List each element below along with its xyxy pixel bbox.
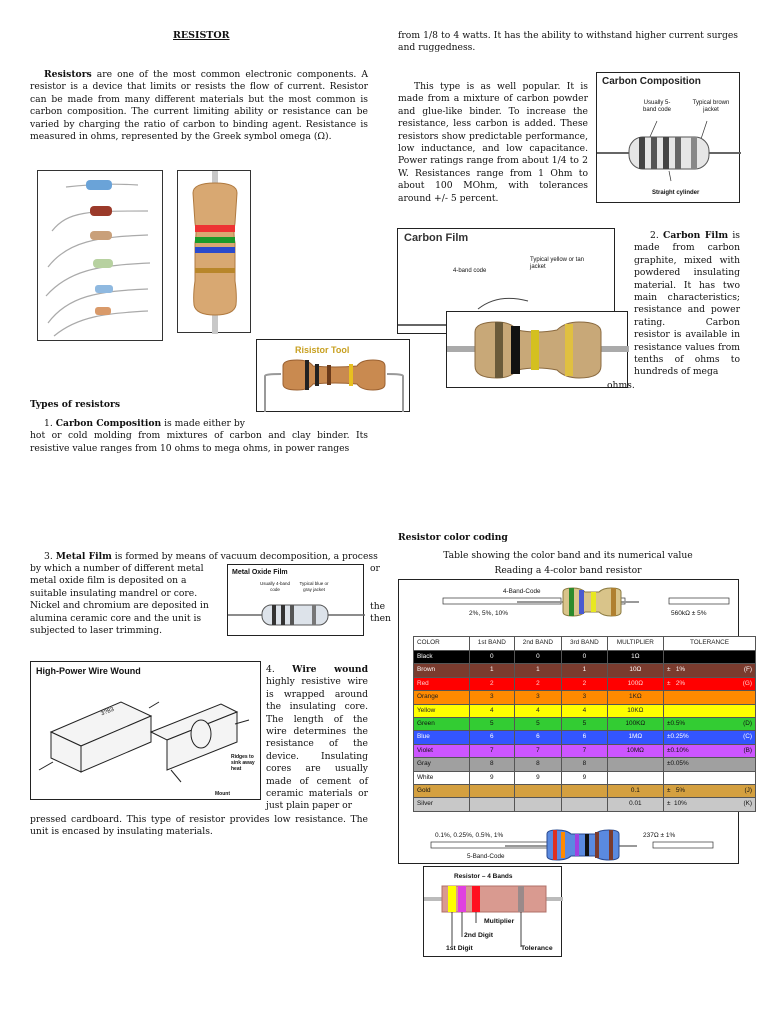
table-cell: 1KΩ: [607, 691, 663, 704]
table-cell: [470, 798, 515, 811]
table-cell: 0: [470, 651, 515, 664]
tolerance-code: (J): [744, 787, 752, 795]
table-cell: 4: [562, 704, 608, 717]
table-cell: [562, 785, 608, 798]
table-cell: 1Ω: [607, 651, 663, 664]
figure-label-left: Usually 5-band code: [642, 100, 672, 113]
table-cell: Green: [414, 718, 470, 731]
table-cell: 3: [470, 691, 515, 704]
table-row: [414, 664, 756, 677]
table-row: [414, 744, 756, 757]
tolerance-code: (B): [743, 746, 752, 754]
column-header: 2nd BAND: [514, 637, 561, 651]
table-subtitle-2: Reading a 4-color band resistor: [494, 565, 642, 576]
carbon-film-text: is made from carbon graphite, mixed with powdered insulating material. It has two main characteristics; resistance and power rating. Carbon resistor is available in resistance values from tenths of ohms to hundreds of mega: [634, 230, 741, 378]
tolerance-code: (G): [742, 679, 752, 687]
table-cell: 7: [562, 744, 608, 757]
metal-film-right-word-3: then: [370, 613, 391, 624]
table-cell: 100Ω: [607, 677, 663, 690]
table-cell: 3: [514, 691, 561, 704]
table-cell: [664, 744, 756, 757]
carbon-comp-text2: hot or cold molding from mixtures of carbon and clay binder. Its resistive value ranges from 10 ohms to mega ohms, in power ranges: [30, 430, 368, 454]
text-line: metal oxide film is deposited on a: [30, 575, 187, 587]
column-header: 1st BAND: [470, 637, 515, 651]
table-cell: 0: [514, 651, 561, 664]
right-col-top-text: from 1/8 to 4 watts. It has the ability to withstand higher current surges and ruggedness.: [398, 30, 738, 54]
table-cell: 0.1: [607, 785, 663, 798]
column-header: 3rd BAND: [562, 637, 608, 651]
table-cell: 2: [514, 677, 561, 690]
table-cell: [664, 731, 756, 744]
table-cell: Gold: [414, 785, 470, 798]
tolerance-value: ± 2%: [667, 679, 686, 687]
metal-film-line1: [30, 551, 400, 563]
table-cell: 10MΩ: [607, 744, 663, 757]
table-cell: Violet: [414, 744, 470, 757]
wire-wound-figure: [30, 661, 261, 800]
table-row: [414, 798, 756, 811]
table-cell: [470, 785, 515, 798]
table-row: [414, 677, 756, 690]
carbon-film-lead: Carbon Film: [663, 230, 729, 241]
table-cell: 6: [514, 731, 561, 744]
text-line: Nickel and chromium are deposited in: [30, 600, 209, 612]
table-cell: [664, 758, 756, 771]
table-cell: [664, 677, 756, 690]
table-row: [414, 771, 756, 784]
wire-wound-narrow-text: [266, 664, 368, 813]
figure-label-right: Typical blue or gray jacket: [299, 581, 329, 592]
table-cell: 1MΩ: [607, 731, 663, 744]
figure-title: Resistor – 4 Bands: [454, 873, 513, 880]
metal-film-right-word-1: or: [370, 563, 380, 574]
table-cell: Orange: [414, 691, 470, 704]
table-cell: [562, 798, 608, 811]
table-subtitle-1: Table showing the color band and its numerical value: [443, 550, 693, 561]
table-cell: [664, 718, 756, 731]
table-cell: 9: [514, 771, 561, 784]
metal-film-right-word-2: the: [370, 601, 386, 612]
table-cell: 6: [562, 731, 608, 744]
figure-label-left: Usually 4-band code: [259, 581, 291, 592]
figure-caption: Straight cylinder: [652, 190, 700, 196]
carbon-comp-lead: Carbon Composition: [55, 418, 162, 429]
wire-wound-wide-text: pressed cardboard. This type of resistor provides low resistance. The unit is encased by insulating materials.: [30, 814, 368, 838]
table-cell: 1: [514, 664, 561, 677]
table-cell: 0: [562, 651, 608, 664]
tolerance-value: ± 5%: [667, 787, 686, 795]
table-cell: [607, 758, 663, 771]
table-row: [414, 718, 756, 731]
table-cell: 8: [470, 758, 515, 771]
intro-lead: Resistors: [44, 69, 92, 80]
five-band-tolerance-label: 0.1%, 0.25%, 0.5%, 1%: [435, 832, 504, 839]
table-cell: 9: [562, 771, 608, 784]
metal-film-left-lines: [30, 563, 220, 637]
table-cell: [664, 785, 756, 798]
tolerance-value: ± 1%: [667, 666, 686, 674]
table-cell: [514, 785, 561, 798]
tall-resistor-photo: [177, 170, 251, 333]
types-heading: Types of resistors: [30, 399, 120, 410]
table-cell: Red: [414, 677, 470, 690]
carbon-film-photo: [446, 311, 628, 388]
table-cell: 5: [470, 718, 515, 731]
text-line: by which a number of different metal: [30, 563, 204, 574]
resistor-collection-drawing: [38, 171, 164, 342]
table-cell: 6: [470, 731, 515, 744]
table-cell: 1: [470, 664, 515, 677]
table-cell: 2: [470, 677, 515, 690]
table-row: [414, 758, 756, 771]
second-digit-label: 2nd Digit: [464, 932, 494, 939]
table-row: [414, 785, 756, 798]
table-cell: [514, 798, 561, 811]
table-cell: 2: [562, 677, 608, 690]
five-band-code-label: 5-Band-Code: [467, 853, 505, 860]
tolerance-value: ±0.05%: [667, 760, 689, 768]
tolerance-code: (C): [743, 733, 752, 741]
metal-oxide-figure: [227, 564, 364, 636]
tall-resistor-drawing: [178, 171, 252, 334]
multiplier-label: Multiplier: [484, 918, 515, 925]
table-cell: 8: [562, 758, 608, 771]
tolerance-label: Tolerance: [521, 945, 553, 952]
text-line: suitable insulating mandrel or core.: [30, 587, 198, 599]
figure-label-ridges: Ridges to sink away heat: [231, 754, 255, 772]
intro-text: are one of the most common electronic components. A resistor is a device that limits or resists the flow of current. Resistor can be made from many different materials but the most common is carbon composition. The current limiting ability or resistance can be varied by charging the ratio of carbon to binding agent. Resistance is measured in ohms, represented by the Greek symbol omega (Ω).: [30, 69, 368, 143]
wire-wound-drawing: [31, 662, 262, 801]
table-cell: 4: [470, 704, 515, 717]
table-cell: 7: [514, 744, 561, 757]
metal-oxide-drawing: [228, 565, 365, 637]
figure-title: Risistor Tool: [295, 345, 350, 355]
resistor-tool-drawing: [257, 340, 411, 413]
color-coding-heading: Resistor color coding: [398, 532, 508, 543]
table-row: [414, 704, 756, 717]
list-number: 2.: [650, 230, 664, 241]
list-number: 3.: [44, 551, 56, 562]
table-cell: 4: [514, 704, 561, 717]
figure-title: Carbon Film: [404, 232, 469, 244]
text-line: subjected to laser trimming.: [30, 625, 163, 637]
table-cell: [664, 651, 756, 664]
table-cell: [664, 664, 756, 677]
table-cell: 0.01: [607, 798, 663, 811]
table-cell: 10Ω: [607, 664, 663, 677]
tolerance-code: (K): [743, 800, 752, 808]
carbon-composition-item: [30, 418, 368, 455]
table-cell: Brown: [414, 664, 470, 677]
tolerance-value: ±0.25%: [667, 733, 689, 741]
table-cell: White: [414, 771, 470, 784]
table-cell: 9: [470, 771, 515, 784]
metal-film-text: is formed by means of vacuum decomposition, a process: [111, 551, 378, 562]
table-cell: [664, 704, 756, 717]
table-cell: 3: [562, 691, 608, 704]
table-cell: 7: [470, 744, 515, 757]
tolerance-value: ± 10%: [667, 800, 687, 808]
table-cell: 5: [562, 718, 608, 731]
table-header-row: [414, 637, 756, 651]
color-code-figure: [398, 579, 752, 864]
list-number: 1.: [44, 418, 56, 429]
column-header: MULTIPLIER: [607, 637, 663, 651]
resistor-tool-photo: [256, 339, 410, 412]
column-header: COLOR: [414, 637, 470, 651]
four-band-code-label: 4-Band-Code: [503, 588, 541, 595]
wire-wound-lead: Wire wound: [292, 664, 368, 675]
table-cell: Silver: [414, 798, 470, 811]
four-band-tolerance-label: 2%, 5%, 10%: [469, 610, 509, 617]
table-cell: [607, 771, 663, 784]
figure-title: Carbon Composition: [602, 76, 701, 87]
four-band-example-value: 560kΩ ± 5%: [671, 610, 707, 617]
table-cell: 5: [514, 718, 561, 731]
color-code-table: [413, 636, 756, 812]
carbon-composition-resistor-drawing: [597, 115, 741, 195]
table-cell: [664, 771, 756, 784]
figure-label-right: Typical brown jacket: [692, 100, 730, 113]
table-cell: [664, 691, 756, 704]
carbon-composition-figure: [596, 72, 740, 203]
table-row: [414, 691, 756, 704]
carbon-film-photo-drawing: [447, 312, 629, 389]
table-cell: Gray: [414, 758, 470, 771]
carbon-film-tail: ohms.: [607, 380, 635, 391]
table-row: [414, 731, 756, 744]
figure-label-right: Typical yellow or tan jacket: [530, 257, 585, 270]
table-cell: Black: [414, 651, 470, 664]
figure-title: Metal Oxide Film: [232, 569, 288, 576]
table-cell: [664, 798, 756, 811]
first-digit-label: 1st Digit: [446, 945, 473, 952]
metal-film-lead: Metal Film: [55, 551, 112, 562]
intro-paragraph: [30, 69, 368, 143]
carbon-comp-popular-text: This type is as well popular. It is made from a mixture of carbon powder and glue-like binder. To increase the resistance, less carbon is added. These resistors show predictable performance, low inductance, and low capacitance. Power ratings range from about 1/4 to 2 W. Resistances range from 1 Ohm to about 100 MOhm, with tolerances around +/- 5 percent.: [398, 81, 588, 204]
wire-wound-body-text: 3?83: [100, 706, 115, 718]
page-title: RESISTOR: [173, 30, 230, 41]
table-cell: Yellow: [414, 704, 470, 717]
five-band-example-value: 237Ω ± 1%: [643, 832, 676, 839]
tolerance-value: ±0.10%: [667, 746, 689, 754]
four-band-diagram: [423, 866, 562, 957]
table-cell: 8: [514, 758, 561, 771]
figure-title: High-Power Wire Wound: [36, 666, 141, 676]
wire-wound-text: highly resistive wire is wrapped around the insulating core. The length of the wire determines the resistance of the device. Insulating cores are usually made of cement of ceramic materials or just plain paper or: [266, 676, 368, 812]
table-cell: 10KΩ: [607, 704, 663, 717]
carbon-comp-text1: is made either by: [161, 418, 245, 429]
tolerance-value: ±0.5%: [667, 720, 686, 728]
column-header: TOLERANCE: [664, 637, 756, 651]
carbon-film-paragraph: [634, 230, 740, 379]
tolerance-code: (D): [743, 720, 752, 728]
resistor-collection-photo: [37, 170, 163, 341]
list-number: 4.: [266, 664, 293, 675]
figure-label-left: 4-band code: [453, 268, 487, 274]
figure-label-mount: Mount: [215, 791, 230, 797]
tolerance-code: (F): [743, 666, 752, 674]
text-line: alumina ceramic core and the unit is: [30, 612, 202, 624]
table-body: [414, 651, 756, 812]
table-cell: 100KΩ: [607, 718, 663, 731]
table-cell: 1: [562, 664, 608, 677]
table-cell: Blue: [414, 731, 470, 744]
table-row: [414, 651, 756, 664]
